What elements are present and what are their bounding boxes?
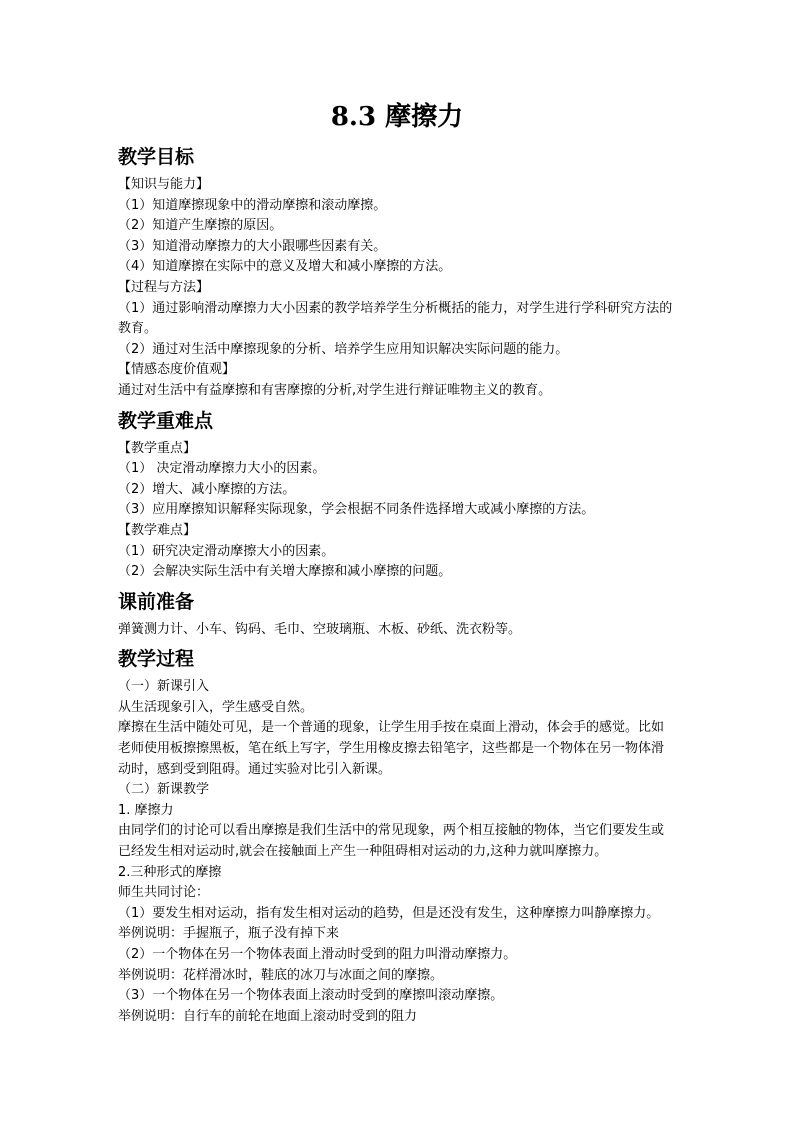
section-heading-key-points: 教学重难点 (118, 409, 214, 432)
preparation-text: 弹簧测力计、小车、钩码、毛巾、空玻璃瓶、木板、砂纸、洗衣粉等。 (118, 621, 522, 637)
knowledge-item: （4）知道摩擦在实际中的意义及增大和减小摩擦的方法。 (118, 259, 452, 275)
knowledge-item: （3）知道滑动摩擦力的大小跟哪些因素有关。 (118, 238, 387, 254)
process-paragraph: （1）要发生相对运动，指有发生相对运动的趋势，但是还没有发生，这种摩擦力叫静摩擦力。 (118, 905, 660, 921)
focus-item: （1） 决定滑动摩擦力大小的因素。 (118, 461, 326, 477)
focus-item: （3）应用摩擦知识解释实际现象，学会根据不同条件选择增大或减小摩擦的方法。 (118, 502, 595, 518)
process-line: 1. 摩擦力 (118, 802, 174, 818)
process-line: 2.三种形式的摩擦 (118, 864, 222, 880)
knowledge-item: （2）知道产生摩擦的原因。 (118, 218, 283, 234)
difficulty-item: （1）研究决定滑动摩擦大小的因素。 (118, 543, 335, 559)
section-heading-objectives: 教学目标 (118, 146, 195, 168)
label-emotion: 【情感态度价值观】 (118, 362, 236, 378)
process-line: （2）一个物体在另一个物体表面上滑动时受到的阻力叫滑动摩擦力。 (118, 947, 517, 962)
process-line: 举例说明：花样滑冰时，鞋底的冰刀与冰面之间的摩擦。 (118, 967, 444, 983)
difficulty-item: （2）会解决实际生活中有关增大摩擦和减小摩擦的问题。 (118, 564, 452, 580)
label-focus: 【教学重点】 (118, 440, 197, 456)
emotion-text: 通过对生活中有益摩擦和有害摩擦的分析,对学生进行辩证唯物主义的教育。 (118, 382, 552, 398)
section-heading-process: 教学过程 (118, 648, 195, 671)
process-line: （一）新课引入 (118, 679, 210, 695)
process-item: （2）通过对生活中摩擦现象的分析、培养学生应用知识解决实际问题的能力。 (118, 341, 569, 357)
process-line: 举例说明：自行车的前轮在地面上滚动时受到的阻力 (118, 1008, 418, 1024)
process-line: 从生活现象引入，学生感受自然。 (118, 699, 314, 715)
process-paragraph: 摩擦在生活中随处可见，是一个普通的现象，让学生用手按在桌面上滑动，体会手的感觉。比如老师使用板擦擦黑板，笔在纸上写字，学生用橡皮擦去铅笔字，这些都是一个物体在另一物体滑动时，感到受到阻碍。通过实验对比引入新课。 (118, 720, 665, 777)
process-line: （二）新课教学 (118, 782, 210, 798)
page-title: 8.3 摩擦力 (330, 102, 464, 132)
label-difficulty: 【教学难点】 (118, 522, 197, 538)
label-knowledge: 【知识与能力】 (118, 177, 210, 192)
label-process: 【过程与方法】 (118, 279, 210, 295)
process-item: （1）通过影响滑动摩擦力大小因素的教学培养学生分析概括的能力，对学生进行学科研究方法的教育。 (118, 300, 673, 337)
process-paragraph: 由同学们的讨论可以看出摩擦是我们生活中的常见现象，两个相互接触的物体，当它们要发生或已经发生相对运动时,就会在接触面上产生一种阻碍相对运动的力,这种力就叫摩擦力。 (118, 823, 665, 860)
knowledge-item: （1）知道摩擦现象中的滑动摩擦和滚动摩擦。 (118, 197, 387, 213)
process-line: 师生共同讨论： (118, 885, 210, 901)
process-line: 举例说明：手握瓶子，瓶子没有掉下来 (118, 926, 340, 942)
focus-item: （2）增大、减小摩擦的方法。 (118, 481, 296, 497)
section-heading-preparation: 课前准备 (118, 590, 195, 613)
process-line: （3）一个物体在另一个物体表面上滚动时受到的摩擦叫滚动摩擦。 (118, 988, 504, 1004)
